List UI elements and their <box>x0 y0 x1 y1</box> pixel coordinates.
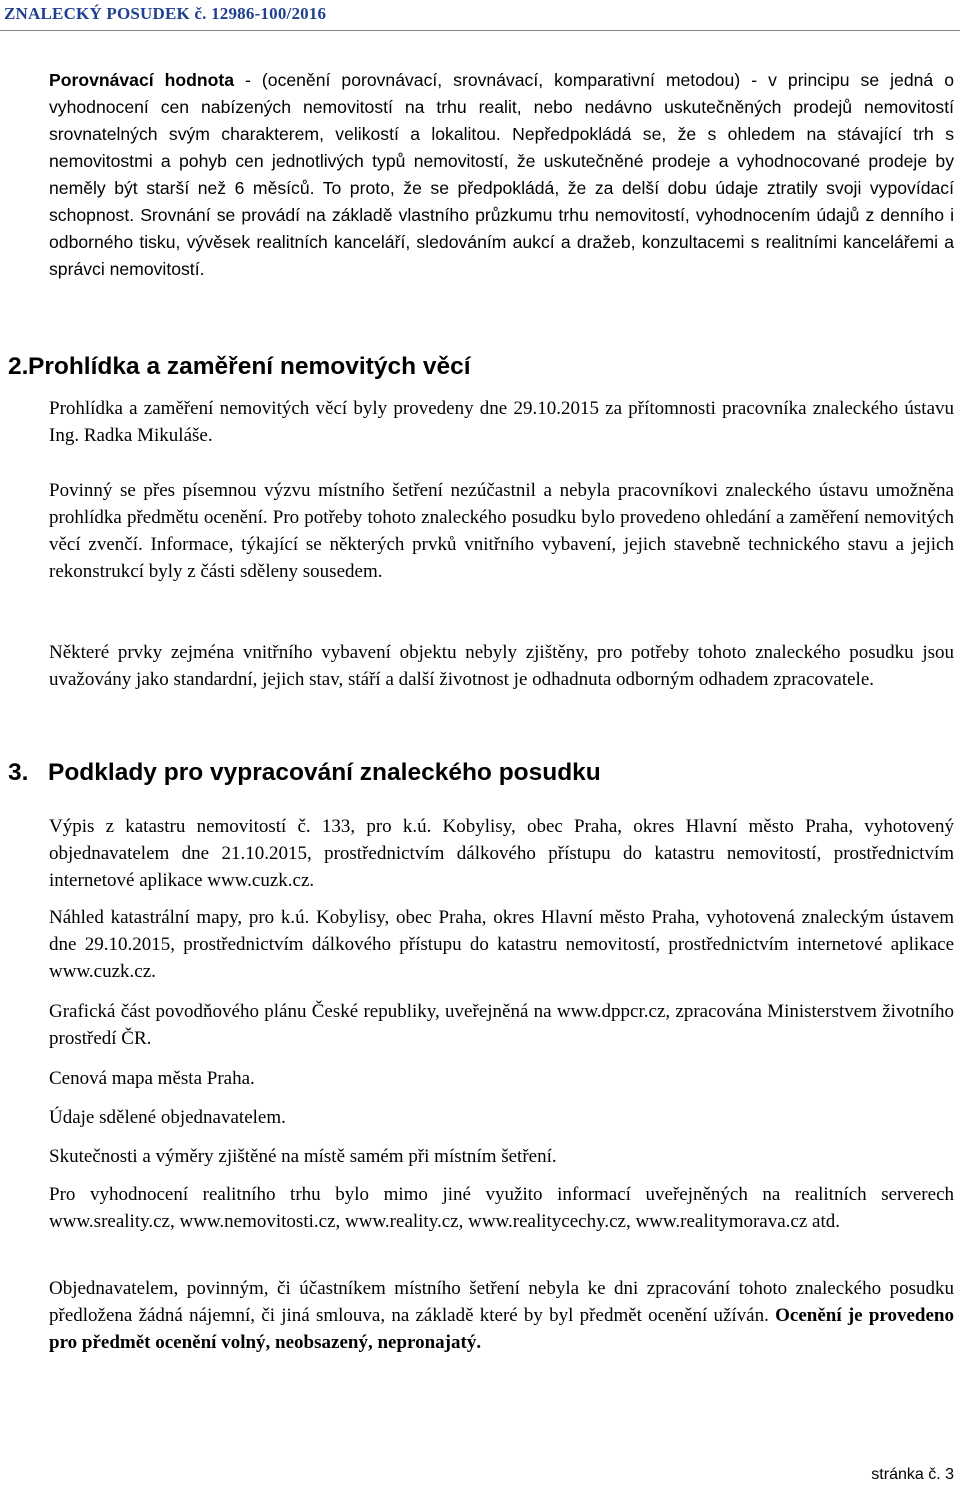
sources-item-2 <box>49 904 954 985</box>
section-2-text-1: Prohlídka a zaměření nemovitých věcí byly provedeny dne 29.10.2015 za přítomnosti pracovníka znaleckého ústavu Ing. Radka Mikuláše. <box>49 398 954 446</box>
sources-final-bold: Ocenění je provedeno pro předmět ocenění volný, neobsazený, nepronajatý. <box>49 1305 954 1353</box>
sources-text-4: Cenová mapa města Praha. <box>49 1068 255 1089</box>
sources-final-paragraph <box>49 1275 954 1356</box>
header-divider <box>0 30 960 31</box>
sources-text-2: Náhled katastrální mapy, pro k.ú. Kobylisy, obec Praha, okres Hlavní město Praha, vyhotovená znaleckým ústavem dne 29.10.2015, prostřednictvím dálkového přístupu do katastru nemovitostí, prostřednictvím internetové aplikace www.cuzk.cz. <box>49 907 954 982</box>
sources-text-1: Výpis z katastru nemovitostí č. 133, pro k.ú. Kobylisy, obec Praha, okres Hlavní město Praha, vyhotovený objednavatelem dne 21.10.2015, prostřednictvím dálkového přístupu do katastru nemovitostí, prostřednictvím internetové aplikace www.cuzk.cz. <box>49 816 954 891</box>
page-footer <box>871 1465 954 1485</box>
sources-final-text: Objednavatelem, povinným, či účastníkem místního šetření nebyla ke dni zpracování tohoto znaleckého posudku předložena žádná nájemní, či jiná smlouva, na základě které by byl předmět ocenění užíván. <box>49 1278 954 1326</box>
sources-item-7 <box>49 1181 954 1235</box>
sources-text-5: Údaje sdělené objednavatelem. <box>49 1107 286 1128</box>
sources-text-6: Skutečnosti a výměry zjištěné na místě samém při místním šetření. <box>49 1146 557 1167</box>
section-2-number: 2. <box>8 353 29 380</box>
document-title: ZNALECKÝ POSUDEK č. 12986-100/2016 <box>4 4 327 23</box>
intro-paragraph <box>49 67 954 283</box>
section-2-paragraph-3 <box>49 639 954 693</box>
sources-text-7: Pro vyhodnocení realitního trhu bylo mimo jiné využito informací uveřejněných na realitních serverech www.sreality.cz, www.nemovitosti.cz, www.reality.cz, www.realitycechy.cz, www.realitymorava.cz atd. <box>49 1184 954 1232</box>
intro-text: - (ocenění porovnávací, srovnávací, komparativní metodou) - v principu se jedná o vyhodnocení cen nabízených nemovitostí na trhu realit, nebo nedávno uskutečněných prodejů nemovitostí srovnatelných svým charakterem, velikostí a lokalitou. Nepředpokládá se, že s ohledem na stávající trh s nemovitostmi a pohyb cen jednotlivých typů nemovitostí, že uskutečněné prodeje a vyhodnocované prodeje by neměly být starší než 6 měsíců. To proto, že se předpokládá, že za delší dobu údaje ztratily svoji vypovídací schopnost. Srovnání se provádí na základě vlastního průzkumu trhu nemovitostí, vyhodnocením údajů z denního i odborného tisku, vývěsek realitních kanceláří, sledováním aukcí a dražeb, konzultacemi s realitními kancelářemi a správci nemovitostí. <box>49 70 954 279</box>
sources-item-5 <box>49 1104 954 1131</box>
section-2-paragraph-1 <box>49 395 954 449</box>
section-2-text-2: Povinný se přes písemnou výzvu místního šetření nezúčastnil a nebyla pracovníkovi znaleckého ústavu umožněna prohlídka předmětu ocenění. Pro potřeby tohoto znaleckého posudku bylo provedeno ohledání a zaměření nemovitých věcí zvenčí. Informace, týkající se některých prvků vnitřního vybavení, jejich stavebně technického stavu a jejich rekonstrukcí byly z části sděleny sousedem. <box>49 480 954 582</box>
section-2-paragraph-2 <box>49 477 954 585</box>
page-number: stránka č. 3 <box>871 1466 954 1483</box>
section-3-title: Podklady pro vypracování znaleckého posudku <box>48 759 601 786</box>
page-header <box>0 0 960 28</box>
section-2-title: Prohlídka a zaměření nemovitých věcí <box>28 353 471 380</box>
sources-item-6 <box>49 1143 954 1170</box>
section-2-text-3: Některé prvky zejména vnitřního vybavení objektu nebyly zjištěny, pro potřeby tohoto znaleckého posudku jsou uvažovány jako standardní, jejich stav, stáří a další životnost je odhadnuta odborným odhadem zpracovatele. <box>49 642 954 690</box>
sources-text-3: Grafická část povodňového plánu České republiky, uveřejněná na www.dppcr.cz, zpracována Ministerstvem životního prostředí ČR. <box>49 1001 954 1049</box>
sources-item-4 <box>49 1065 954 1092</box>
sources-item-1 <box>49 813 954 894</box>
section-3-number: 3. <box>8 759 29 786</box>
sources-item-3 <box>49 998 954 1052</box>
intro-term: Porovnávací hodnota <box>49 70 235 90</box>
